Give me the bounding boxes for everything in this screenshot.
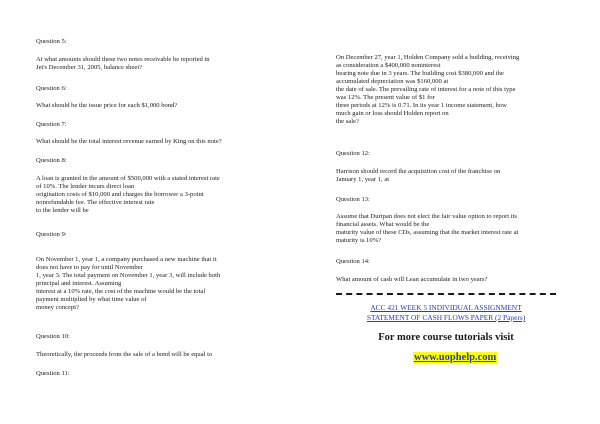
text-line: does not have to pay for until November	[36, 264, 143, 271]
question-5-label: Question 5:	[36, 38, 67, 45]
text-line: A loan is granted in the amount of $500,000 with a stated interest rate	[36, 175, 220, 182]
question-12-text	[336, 168, 556, 184]
text-line: January 1, year 1, at	[336, 176, 390, 183]
assignment-link-line-1[interactable]: ACC 421 WEEK 5 INDIVIDUAL ASSIGNMENT	[370, 303, 522, 312]
question-6-label: Question 6:	[36, 85, 67, 92]
holden-question-text	[336, 54, 556, 126]
question-13-text	[336, 213, 556, 245]
question-7-label: Question 7:	[36, 121, 67, 128]
text-line: payment multiplied by what time value of	[36, 296, 147, 303]
question-9-label: Question 9:	[36, 231, 67, 238]
text-line: of 10%. The lender incurs direct loan	[36, 183, 135, 190]
text-line: to the lender will be	[36, 207, 89, 214]
text-line: What should be the issue price for each $1,000 bond?	[36, 102, 178, 109]
text-line: nonrefundable fee. The effective interest rate	[36, 199, 155, 206]
text-line: maturity is 10%?	[336, 237, 382, 244]
question-10-label: Question 10:	[36, 333, 70, 340]
text-line: What amount of cash will Lean accumulate in two years?	[336, 276, 488, 283]
question-14-text	[336, 276, 556, 284]
question-6-text	[36, 102, 288, 110]
text-line: What should be the total interest revenue earned by King on this note?	[36, 138, 222, 145]
text-line: Theoretically, the proceeds from the sale of a bond will be equal to	[36, 351, 213, 358]
text-line: three periods at 12% is 0.71. In its year 1 income statement, how	[336, 102, 507, 109]
text-line: money concept?	[36, 304, 80, 311]
text-line: Harrison should record the acquisition cost of the franchise on	[336, 168, 501, 175]
text-line: the sale?	[336, 118, 359, 125]
question-13-label: Question 13:	[336, 196, 370, 203]
text-line: interest at a 10% rate, the cost of the machine would be the total	[36, 288, 206, 295]
question-12-label: Question 12:	[336, 150, 370, 157]
question-7-text	[36, 138, 288, 146]
text-line: accumulated depreciation was $160,000 at	[336, 78, 449, 85]
text-line: origination costs of $10,000 and charges the borrower a 3-point	[36, 191, 204, 198]
question-11-label: Question 11:	[36, 370, 70, 377]
text-line: maturity value of these CDs, assuming that the market interest rate at	[336, 229, 519, 236]
question-5-text	[36, 56, 288, 72]
text-line: financial assets. What would be the	[336, 221, 430, 228]
text-line: bearing note due in 3 years. The building cost $380,000 and the	[336, 70, 504, 77]
text-line: On December 27, year 1, Holden Company sold a building, receiving	[336, 54, 520, 61]
text-line: Jet's December 31, 2005, balance sheet?	[36, 64, 143, 71]
text-line: as consideration a $400,000 noninterest	[336, 62, 441, 69]
question-8-label: Question 8:	[36, 157, 67, 164]
text-line: At what amounts should these two notes receivable be reported in	[36, 56, 210, 63]
question-9-text	[36, 256, 288, 312]
question-14-label: Question 14:	[336, 258, 370, 265]
separator-line	[336, 293, 556, 295]
website-link[interactable]: www.uophelp.com	[414, 352, 497, 363]
assignment-link-line-2[interactable]: STATEMENT OF CASH FLOWS PAPER (2 Papers)	[366, 313, 526, 322]
text-line: Assume that Duripan does not elect the fair value option to report its	[336, 213, 517, 220]
question-10-text	[36, 351, 288, 359]
text-line: 1, year 3. The total payment on November 1, year 3, will include both	[36, 272, 221, 279]
text-line: On November 1, year 1, a company purchased a new machine that it	[36, 256, 217, 263]
text-line: principal and interest. Assuming	[36, 280, 122, 287]
text-line: was 12%. The present value of $1 for	[336, 94, 435, 101]
more-tutorials-text: For more course tutorials visit	[378, 332, 514, 343]
text-line: the date of sale. The prevailing rate of interest for a note of this type	[336, 86, 516, 93]
question-8-text	[36, 175, 288, 215]
text-line: much gain or loss should Holden report on	[336, 110, 449, 117]
